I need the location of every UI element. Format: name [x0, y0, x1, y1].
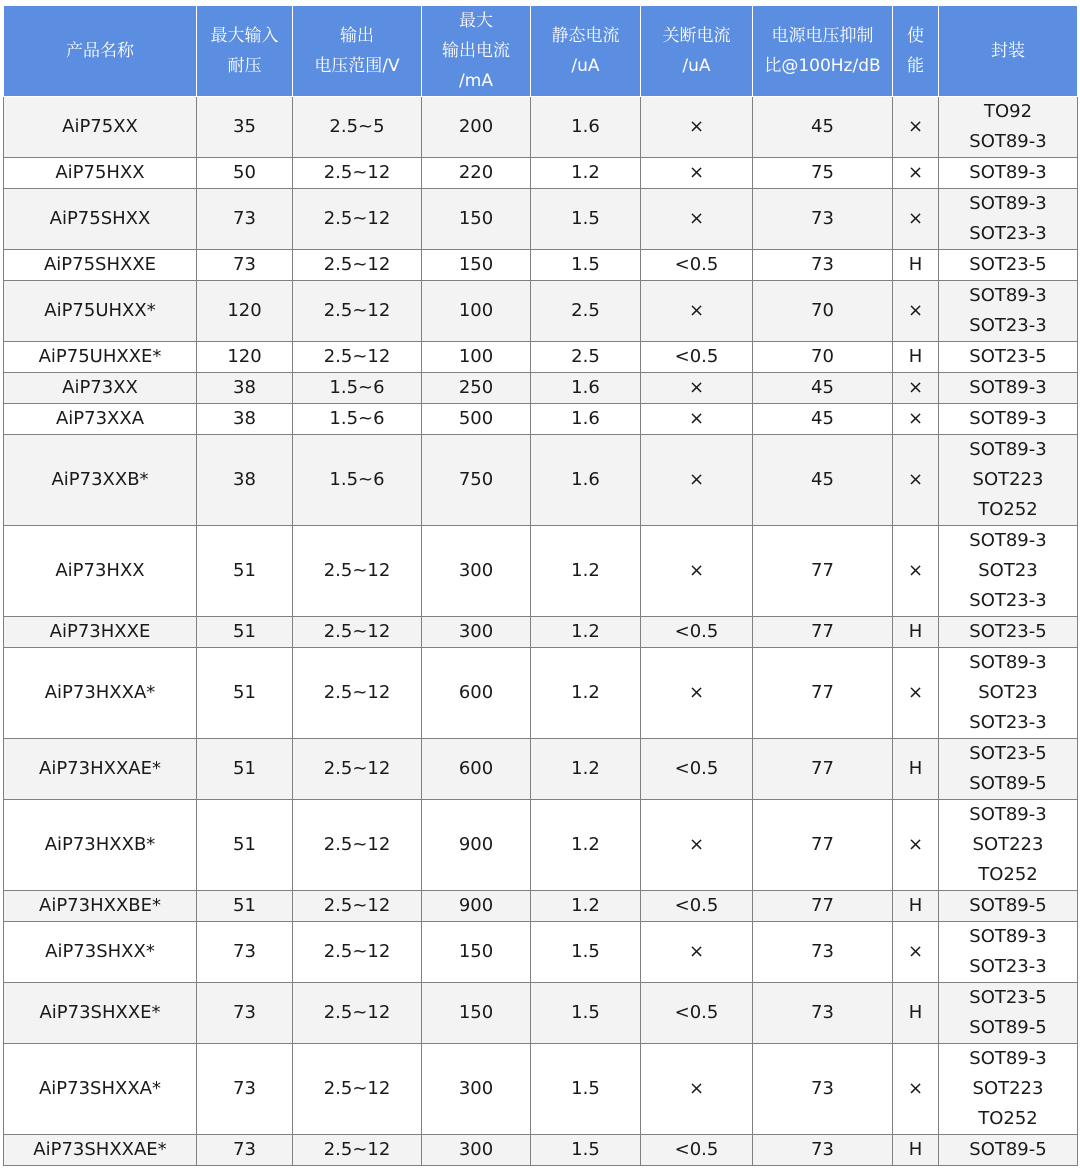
package-cell	[939, 526, 1078, 617]
table-row	[4, 342, 1078, 373]
max-input-voltage-cell: 51	[197, 739, 293, 800]
psrr-cell: 73	[753, 1135, 893, 1166]
output-voltage-range-cell: 2.5~12	[293, 739, 422, 800]
quiescent-current-cell: 1.2	[531, 739, 641, 800]
max-input-voltage-cell: 73	[197, 1044, 293, 1135]
max-input-voltage-cell: 51	[197, 526, 293, 617]
max-output-current-cell: 300	[422, 1135, 531, 1166]
max-input-voltage-cell: 50	[197, 158, 293, 189]
output-voltage-range-cell: 2.5~12	[293, 1044, 422, 1135]
max-input-voltage-cell: 73	[197, 983, 293, 1044]
quiescent-current-cell: 1.2	[531, 800, 641, 891]
enable-cell: ×	[893, 404, 939, 435]
product-name-cell: AiP73SHXXA*	[4, 1044, 197, 1135]
quiescent-current-cell: 1.5	[531, 250, 641, 281]
product-name-cell: AiP73HXX	[4, 526, 197, 617]
package-item: SOT89-3	[969, 408, 1047, 429]
product-name-cell: AiP73HXXAE*	[4, 739, 197, 800]
quiescent-current-cell: 1.6	[531, 435, 641, 526]
quiescent-current-cell: 2.5	[531, 342, 641, 373]
package-item: SOT89-3	[969, 804, 1047, 825]
header-output-voltage-range	[293, 6, 422, 97]
package-item: SOT89-3	[969, 652, 1047, 673]
quiescent-current-cell: 1.6	[531, 404, 641, 435]
psrr-cell: 77	[753, 891, 893, 922]
package-item: SOT89-3	[969, 439, 1047, 460]
max-output-current-cell: 250	[422, 373, 531, 404]
header-product-name	[4, 6, 197, 97]
max-output-current-cell: 300	[422, 617, 531, 648]
psrr-cell: 73	[753, 922, 893, 983]
header-shutdown-current	[641, 6, 753, 97]
product-table-container	[3, 5, 1077, 1166]
product-name-cell: AiP73XX	[4, 373, 197, 404]
enable-cell: ×	[893, 1044, 939, 1135]
psrr-cell: 45	[753, 97, 893, 158]
psrr-cell: 45	[753, 435, 893, 526]
package-item: SOT23	[978, 682, 1038, 703]
product-name-cell: AiP73HXXE	[4, 617, 197, 648]
package-item: SOT89-3	[969, 285, 1047, 306]
table-row	[4, 404, 1078, 435]
max-output-current-cell: 600	[422, 648, 531, 739]
output-voltage-range-cell: 2.5~12	[293, 922, 422, 983]
quiescent-current-cell: 1.2	[531, 526, 641, 617]
psrr-cell: 73	[753, 250, 893, 281]
enable-cell: ×	[893, 281, 939, 342]
table-row	[4, 1135, 1078, 1166]
package-cell	[939, 983, 1078, 1044]
max-output-current-cell: 150	[422, 983, 531, 1044]
quiescent-current-cell: 1.2	[531, 617, 641, 648]
max-input-voltage-cell: 120	[197, 342, 293, 373]
header-label-line: 电压范围/V	[314, 56, 400, 76]
header-label-line: 静态电流	[551, 26, 620, 46]
product-name-cell: AiP73SHXX*	[4, 922, 197, 983]
product-name-cell: AiP75UHXX*	[4, 281, 197, 342]
product-name-cell: AiP75SHXXE	[4, 250, 197, 281]
package-item: SOT23-5	[969, 254, 1047, 275]
table-row	[4, 250, 1078, 281]
table-header-row	[4, 6, 1078, 97]
table-row	[4, 97, 1078, 158]
max-output-current-cell: 100	[422, 342, 531, 373]
max-output-current-cell: 600	[422, 739, 531, 800]
package-item: SOT89-3	[969, 377, 1047, 398]
shutdown-current-cell: <0.5	[641, 1135, 753, 1166]
max-output-current-cell: 300	[422, 1044, 531, 1135]
product-name-cell: AiP73HXXA*	[4, 648, 197, 739]
shutdown-current-cell: ×	[641, 800, 753, 891]
psrr-cell: 45	[753, 404, 893, 435]
header-label-line: /mA	[459, 71, 493, 91]
shutdown-current-cell: ×	[641, 404, 753, 435]
enable-cell: H	[893, 1135, 939, 1166]
header-label-line: 封装	[991, 41, 1025, 61]
package-item: SOT23-3	[969, 315, 1047, 336]
quiescent-current-cell: 2.5	[531, 281, 641, 342]
output-voltage-range-cell: 2.5~12	[293, 800, 422, 891]
header-label-line: 使	[907, 26, 924, 46]
header-label-line: 产品名称	[66, 41, 134, 61]
product-name-cell: AiP73SHXXAE*	[4, 1135, 197, 1166]
package-cell	[939, 891, 1078, 922]
max-output-current-cell: 900	[422, 800, 531, 891]
psrr-cell: 77	[753, 739, 893, 800]
enable-cell: ×	[893, 526, 939, 617]
output-voltage-range-cell: 2.5~12	[293, 891, 422, 922]
header-label-line: /uA	[571, 56, 600, 76]
package-cell	[939, 617, 1078, 648]
output-voltage-range-cell: 1.5~6	[293, 373, 422, 404]
max-input-voltage-cell: 73	[197, 189, 293, 250]
package-item: TO252	[978, 864, 1038, 885]
quiescent-current-cell: 1.2	[531, 891, 641, 922]
shutdown-current-cell: ×	[641, 648, 753, 739]
output-voltage-range-cell: 2.5~12	[293, 250, 422, 281]
package-item: SOT23-5	[969, 621, 1047, 642]
package-cell	[939, 97, 1078, 158]
header-enable	[893, 6, 939, 97]
table-row	[4, 526, 1078, 617]
package-item: SOT223	[972, 1078, 1044, 1099]
shutdown-current-cell: <0.5	[641, 891, 753, 922]
psrr-cell: 73	[753, 983, 893, 1044]
enable-cell: H	[893, 739, 939, 800]
product-spec-table	[3, 5, 1078, 1166]
enable-cell: ×	[893, 648, 939, 739]
max-input-voltage-cell: 51	[197, 891, 293, 922]
table-row	[4, 373, 1078, 404]
header-label-line: /uA	[682, 56, 711, 76]
output-voltage-range-cell: 1.5~6	[293, 404, 422, 435]
max-input-voltage-cell: 38	[197, 435, 293, 526]
enable-cell: ×	[893, 800, 939, 891]
enable-cell: H	[893, 983, 939, 1044]
enable-cell: H	[893, 250, 939, 281]
shutdown-current-cell: ×	[641, 97, 753, 158]
package-item: SOT89-5	[969, 773, 1047, 794]
package-cell	[939, 800, 1078, 891]
shutdown-current-cell: ×	[641, 373, 753, 404]
quiescent-current-cell: 1.5	[531, 1044, 641, 1135]
package-item: SOT89-3	[969, 1048, 1047, 1069]
package-item: SOT89-5	[969, 1017, 1047, 1038]
enable-cell: H	[893, 342, 939, 373]
header-label-line: 最大	[459, 11, 493, 31]
quiescent-current-cell: 1.6	[531, 373, 641, 404]
package-cell	[939, 922, 1078, 983]
enable-cell: H	[893, 891, 939, 922]
product-name-cell: AiP75XX	[4, 97, 197, 158]
package-item: SOT23-3	[969, 956, 1047, 977]
quiescent-current-cell: 1.6	[531, 97, 641, 158]
shutdown-current-cell: ×	[641, 526, 753, 617]
header-quiescent-current	[531, 6, 641, 97]
max-input-voltage-cell: 35	[197, 97, 293, 158]
table-row	[4, 158, 1078, 189]
product-name-cell: AiP73SHXXE*	[4, 983, 197, 1044]
package-item: SOT223	[972, 469, 1044, 490]
header-label-line: 耐压	[227, 56, 262, 76]
package-cell	[939, 373, 1078, 404]
output-voltage-range-cell: 2.5~12	[293, 617, 422, 648]
quiescent-current-cell: 1.5	[531, 189, 641, 250]
package-item: TO252	[978, 1108, 1038, 1129]
package-cell	[939, 1044, 1078, 1135]
package-item: SOT23-5	[969, 987, 1047, 1008]
product-name-cell: AiP73XXA	[4, 404, 197, 435]
max-input-voltage-cell: 120	[197, 281, 293, 342]
psrr-cell: 77	[753, 526, 893, 617]
shutdown-current-cell: <0.5	[641, 342, 753, 373]
package-item: SOT89-5	[969, 895, 1047, 916]
package-item: SOT89-3	[969, 131, 1047, 152]
max-output-current-cell: 100	[422, 281, 531, 342]
package-cell	[939, 189, 1078, 250]
header-label-line: 输出	[340, 26, 374, 46]
package-cell	[939, 739, 1078, 800]
max-input-voltage-cell: 73	[197, 250, 293, 281]
package-item: SOT223	[972, 834, 1044, 855]
table-row	[4, 189, 1078, 250]
shutdown-current-cell: <0.5	[641, 250, 753, 281]
quiescent-current-cell: 1.5	[531, 983, 641, 1044]
max-output-current-cell: 500	[422, 404, 531, 435]
package-item: SOT23-3	[969, 590, 1047, 611]
table-row	[4, 617, 1078, 648]
header-label-line: 最大输入	[210, 26, 279, 46]
quiescent-current-cell: 1.2	[531, 648, 641, 739]
max-output-current-cell: 150	[422, 189, 531, 250]
output-voltage-range-cell: 2.5~12	[293, 158, 422, 189]
max-output-current-cell: 200	[422, 97, 531, 158]
enable-cell: ×	[893, 435, 939, 526]
output-voltage-range-cell: 2.5~12	[293, 983, 422, 1044]
package-cell	[939, 648, 1078, 739]
max-input-voltage-cell: 51	[197, 800, 293, 891]
shutdown-current-cell: <0.5	[641, 983, 753, 1044]
header-label-line: 比@100Hz/dB	[764, 56, 881, 76]
psrr-cell: 75	[753, 158, 893, 189]
output-voltage-range-cell: 2.5~12	[293, 189, 422, 250]
output-voltage-range-cell: 1.5~6	[293, 435, 422, 526]
enable-cell: ×	[893, 922, 939, 983]
shutdown-current-cell: ×	[641, 1044, 753, 1135]
header-label-line: 关断电流	[662, 26, 731, 46]
header-label-line: 能	[907, 56, 924, 76]
product-name-cell: AiP75UHXXE*	[4, 342, 197, 373]
psrr-cell: 45	[753, 373, 893, 404]
package-cell	[939, 435, 1078, 526]
package-item: SOT23-5	[969, 346, 1047, 367]
output-voltage-range-cell: 2.5~12	[293, 526, 422, 617]
max-input-voltage-cell: 51	[197, 648, 293, 739]
max-output-current-cell: 750	[422, 435, 531, 526]
package-item: TO252	[978, 499, 1038, 520]
enable-cell: ×	[893, 97, 939, 158]
max-input-voltage-cell: 73	[197, 922, 293, 983]
shutdown-current-cell: <0.5	[641, 617, 753, 648]
shutdown-current-cell: ×	[641, 189, 753, 250]
max-input-voltage-cell: 51	[197, 617, 293, 648]
enable-cell: H	[893, 617, 939, 648]
package-cell	[939, 1135, 1078, 1166]
package-cell	[939, 250, 1078, 281]
package-item: SOT89-3	[969, 162, 1047, 183]
max-input-voltage-cell: 38	[197, 404, 293, 435]
output-voltage-range-cell: 2.5~5	[293, 97, 422, 158]
package-cell	[939, 281, 1078, 342]
shutdown-current-cell: ×	[641, 922, 753, 983]
psrr-cell: 73	[753, 1044, 893, 1135]
table-row	[4, 648, 1078, 739]
output-voltage-range-cell: 2.5~12	[293, 1135, 422, 1166]
quiescent-current-cell: 1.2	[531, 158, 641, 189]
product-name-cell: AiP75SHXX	[4, 189, 197, 250]
psrr-cell: 73	[753, 189, 893, 250]
enable-cell: ×	[893, 189, 939, 250]
product-name-cell: AiP73XXB*	[4, 435, 197, 526]
table-row	[4, 891, 1078, 922]
package-item: SOT89-3	[969, 926, 1047, 947]
header-label-line: 电源电压抑制	[771, 26, 874, 46]
max-input-voltage-cell: 38	[197, 373, 293, 404]
table-row	[4, 1044, 1078, 1135]
table-row	[4, 739, 1078, 800]
package-item: SOT23-3	[969, 712, 1047, 733]
product-name-cell: AiP75HXX	[4, 158, 197, 189]
header-psrr	[753, 6, 893, 97]
max-output-current-cell: 300	[422, 526, 531, 617]
product-name-cell: AiP73HXXBE*	[4, 891, 197, 922]
psrr-cell: 70	[753, 342, 893, 373]
table-row	[4, 983, 1078, 1044]
package-item: SOT89-3	[969, 193, 1047, 214]
package-item: SOT89-3	[969, 530, 1047, 551]
psrr-cell: 77	[753, 617, 893, 648]
header-package	[939, 6, 1078, 97]
header-max-output-current	[422, 6, 531, 97]
output-voltage-range-cell: 2.5~12	[293, 342, 422, 373]
shutdown-current-cell: ×	[641, 281, 753, 342]
max-input-voltage-cell: 73	[197, 1135, 293, 1166]
shutdown-current-cell: <0.5	[641, 739, 753, 800]
output-voltage-range-cell: 2.5~12	[293, 281, 422, 342]
enable-cell: ×	[893, 373, 939, 404]
quiescent-current-cell: 1.5	[531, 1135, 641, 1166]
package-item: TO92	[983, 101, 1033, 122]
package-item: SOT89-5	[969, 1139, 1047, 1160]
package-item: SOT23-3	[969, 223, 1047, 244]
package-cell	[939, 404, 1078, 435]
output-voltage-range-cell: 2.5~12	[293, 648, 422, 739]
max-output-current-cell: 150	[422, 250, 531, 281]
max-output-current-cell: 220	[422, 158, 531, 189]
package-cell	[939, 158, 1078, 189]
psrr-cell: 70	[753, 281, 893, 342]
psrr-cell: 77	[753, 648, 893, 739]
package-item: SOT23-5	[969, 743, 1047, 764]
table-row	[4, 922, 1078, 983]
max-output-current-cell: 900	[422, 891, 531, 922]
table-row	[4, 435, 1078, 526]
header-label-line: 输出电流	[442, 41, 510, 61]
psrr-cell: 77	[753, 800, 893, 891]
enable-cell: ×	[893, 158, 939, 189]
product-name-cell: AiP73HXXB*	[4, 800, 197, 891]
table-body	[4, 97, 1078, 1166]
shutdown-current-cell: ×	[641, 435, 753, 526]
shutdown-current-cell: ×	[641, 158, 753, 189]
package-cell	[939, 342, 1078, 373]
table-row	[4, 800, 1078, 891]
max-output-current-cell: 150	[422, 922, 531, 983]
table-row	[4, 281, 1078, 342]
quiescent-current-cell: 1.5	[531, 922, 641, 983]
header-max-input-voltage	[197, 6, 293, 97]
package-item: SOT23	[978, 560, 1038, 581]
